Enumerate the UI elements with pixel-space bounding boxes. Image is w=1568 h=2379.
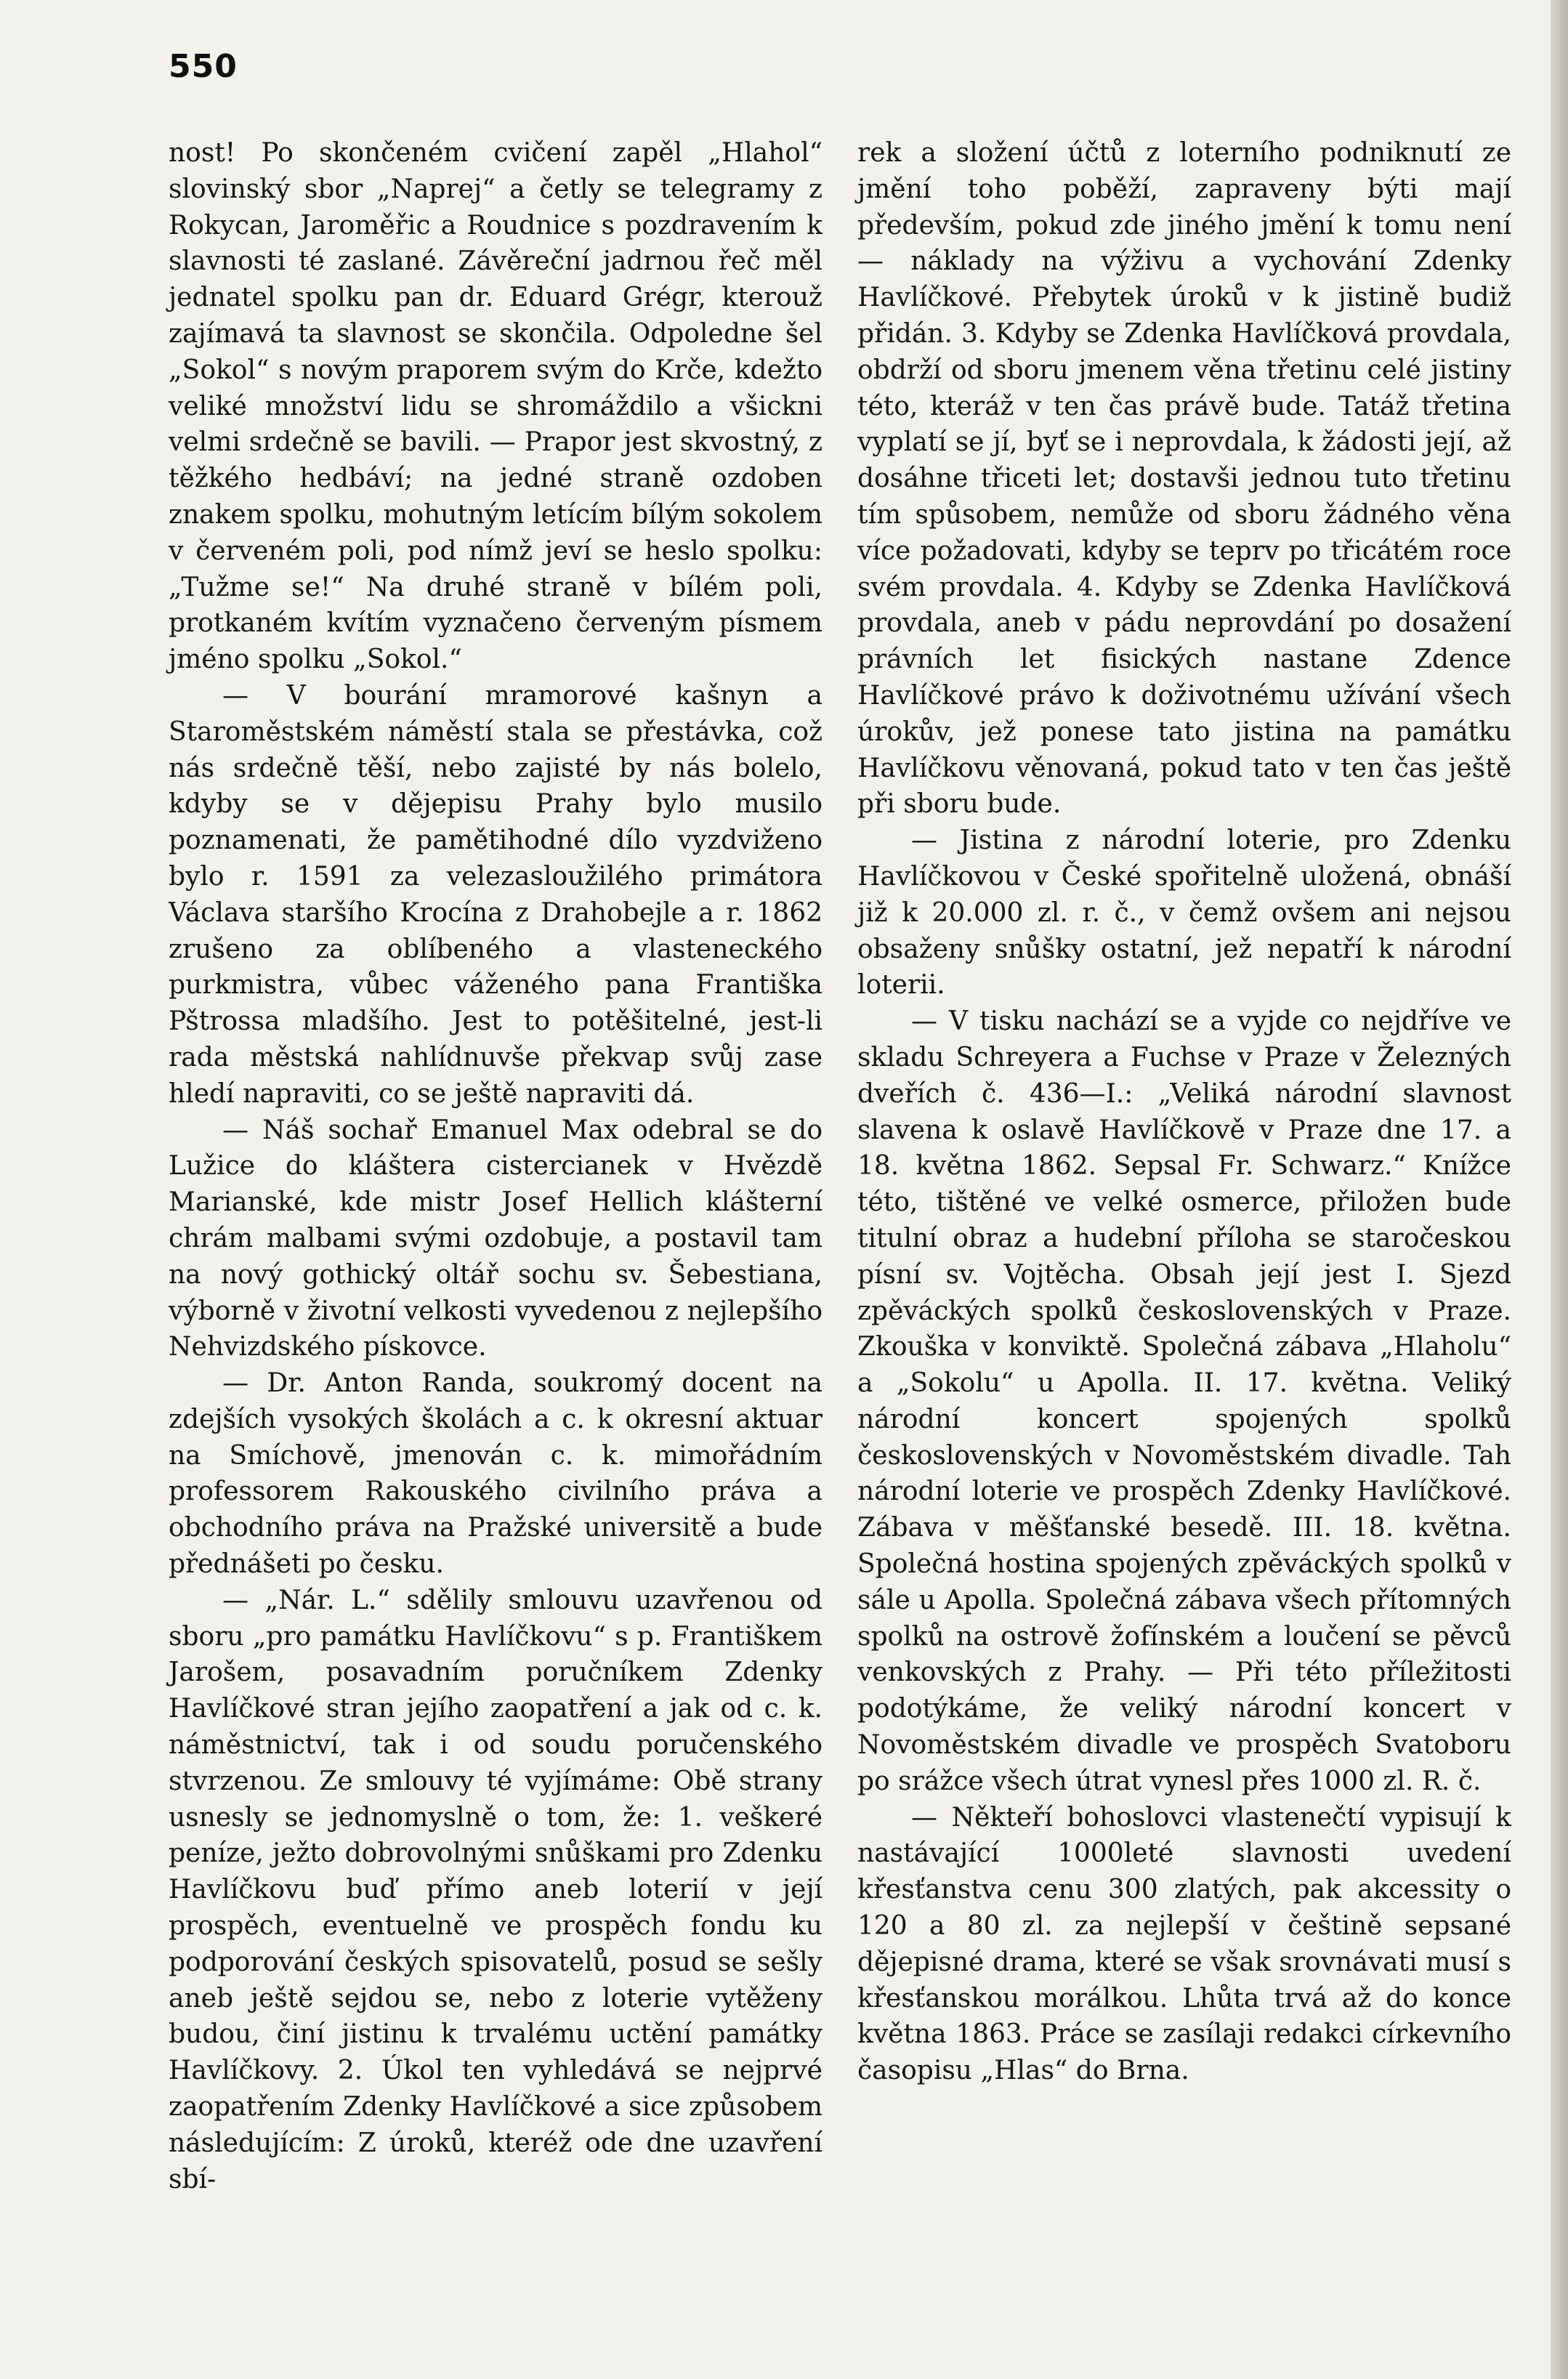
paragraph: — Dr. Anton Randa, soukromý docent na zdejších vysokých školách a c. k okresní aktuar na Smíchově, jmenován c. k. mimořádním professorem Rakouského civilního práva a obchodního práva na Pražské universitě a bude přednášeti po česku. [169, 1368, 823, 1580]
paragraph: — Jistina z národní loterie, pro Zdenku Havlíčkovou v České spořitelně uložená, obnáší již k 20.000 zl. r. č., v čemž ovšem ani nejsou obsaženy snůšky ostatní, jež nepatří k národní loterii. [857, 825, 1511, 1001]
paragraph: rek a složení účtů z loterního podniknutí ze jmění toho poběží, zapraveny býti mají především, pokud zde jiného jmění k tomu není — náklady na výživu a vychování Zdenky Havlíčkové. Přebytek úroků v k jistině budiž přidán. 3. Kdyby se Zdenka Havlíčková provdala, obdrží od sboru jmenem věna třetinu celé jistiny této, kteráž v ten čas právě bude. Tatáž třetina vyplatí se jí, byť se i neprovdala, k žádosti její, až dosáhne třiceti let; dostavši jednou tuto třetinu tím spůsobem, nemůže od sboru žádného věna více požadovati, kdyby se teprv po třicátém roce svém provdala. 4. Kdyby se Zdenka Havlíčková provdala, aneb v pádu neprovdání po dosažení právních let fisických nastane Zdence Havlíčkové právo k doživotnému užívání všech úrokův, jež ponese tato jistina na památku Havlíčkovu věnovaná, pokud tato v ten čas ještě při sboru bude. [857, 138, 1511, 820]
paragraph: — Náš sochař Emanuel Max odebral se do Lužice do kláštera cistercianek v Hvězdě Marianské, kde mistr Josef Hellich klášterní chrám malbami svými ozdobuje, a postavil tam na nový gothický oltář sochu sv. Šebestiana, výborně v životní velkosti vyvedenou z nejlepšího Nehvizdského pískovce. [169, 1115, 823, 1362]
paragraph: — „Nár. L.“ sdělily smlouvu uzavřenou od sboru „pro památku Havlíčkovu“ s p. Františkem Jarošem, posavadním poručníkem Zdenky Havlíčkové stran jejího zaopatření a jak od c. k. náměstnictví, tak i od soudu poručenského stvrzenou. Ze smlouvy té vyjímáme: Obě strany usnesly se jednomyslně o tom, že: 1. veškeré peníze, ježto dobrovolnými snůškami pro Zdenku Havlíčkovu buď přímo aneb loterií v její prospěch, eventuelně ve prospěch fondu ku podporování českých spisovatelů, posud se sešly aneb ještě sejdou se, nebo z loterie vytěženy budou, činí jistinu k trvalému uctění památky Havlíčkovy. 2. Úkol ten vyhledává se nejprvé zaopatřením Zdenky Havlíčkové a sice způsobem následujícím: Z úroků, kteréž ode dne uzavření sbí- [169, 1585, 823, 2194]
paragraph: — Někteří bohoslovci vlastenečtí vypisují k nastávající 1000leté slavnosti uvedení křesťanstva cenu 300 zlatých, pak akcessity o 120 a 80 zl. za nejlepší v češtině sepsané dějepisné drama, které se však srovnávati musí s křesťanskou morálkou. Lhůta trvá až do konce května 1863. Práce se zasílaji redakci církevního časopisu „Hlas“ do Brna. [857, 1802, 1511, 2086]
paragraph: nost! Po skončeném cvičení zapěl „Hlahol“ slovinský sbor „Naprej“ a četly se telegramy z Rokycan, Jaroměřic a Roudnice s pozdravením k slavnosti té zaslané. Závěreční jadrnou řeč měl jednatel spolku pan dr. Eduard Grégr, kterouž zajímavá ta slavnost se skončila. Odpoledne šel „Sokol“ s novým praporem svým do Krče, kdežto veliké množství lidu se shromáždilo a všickni velmi srdečně se bavili. — Prapor jest skvostný, z těžkého hedbáví; na jedné straně ozdoben znakem spolku, mohutným letícím bílým sokolem v červeném poli, pod nímž jeví se heslo spolku: „Tužme se!“ Na druhé straně v bílém poli, protkaném kvítím vyznačeno červeným písmem jméno spolku „Sokol.“ [169, 138, 823, 675]
paragraph: — V bourání mramorové kašnyn a Staroměstském náměstí stala se přestávka, což nás srdečně těší, nebo zajisté by nás bolelo, kdyby se v dějepisu Prahy bylo musilo poznamenati, že pamětihodné dílo vyzdviženo bylo r. 1591 za velezasloužilého primátora Václava staršího Krocína z Drahobejle a r. 1862 zrušeno za oblíbeného a vlasteneckého purkmistra, vůbec váženého pana Františka Pštrossa mladšího. Jest to potěšitelné, jest-li rada městská nahlídnuvše překvap svůj zase hledí napraviti, co se ještě napraviti dá. [169, 680, 823, 1109]
left-column [169, 135, 823, 2197]
right-column [857, 135, 1511, 2089]
page-number: 550 [169, 48, 238, 85]
paragraph: — V tisku nachází se a vyjde co nejdříve ve skladu Schreyera a Fuchse v Praze v Železných dveřích č. 436—I.: „Veliká národní slavnost slavena k oslavě Havlíčkově v Praze dne 17. a 18. května 1862. Sepsal Fr. Schwarz.“ Knížce této, tištěné ve velké osmerce, přiložen bude titulní obraz a hudební příloha se staročeskou písní sv. Vojtěcha. Obsah její jest I. Sjezd zpěváckých spolků československých v Praze. Zkouška v konviktě. Společná zábava „Hlaholu“ a „Sokolu“ u Apolla. II. 17. května. Veliký národní koncert spojených spolků československých v Novoměstském divadle. Tah národní loterie ve prospěch Zdenky Havlíčkové. Zábava v měšťanské besedě. III. 18. května. Společná hostina spojených zpěváckých spolků v sále u Apolla. Společná zábava všech přítomných spolků na ostrově žofínském a loučení se pěvců venkovských z Prahy. — Při této příležitosti podotýkáme, že veliký národní koncert v Novoměstském divadle ve prospěch Svatoboru po srážce všech útrat vynesl přes 1000 zl. R. č. [857, 1006, 1511, 1796]
page-edge-shadow [1551, 0, 1568, 2379]
